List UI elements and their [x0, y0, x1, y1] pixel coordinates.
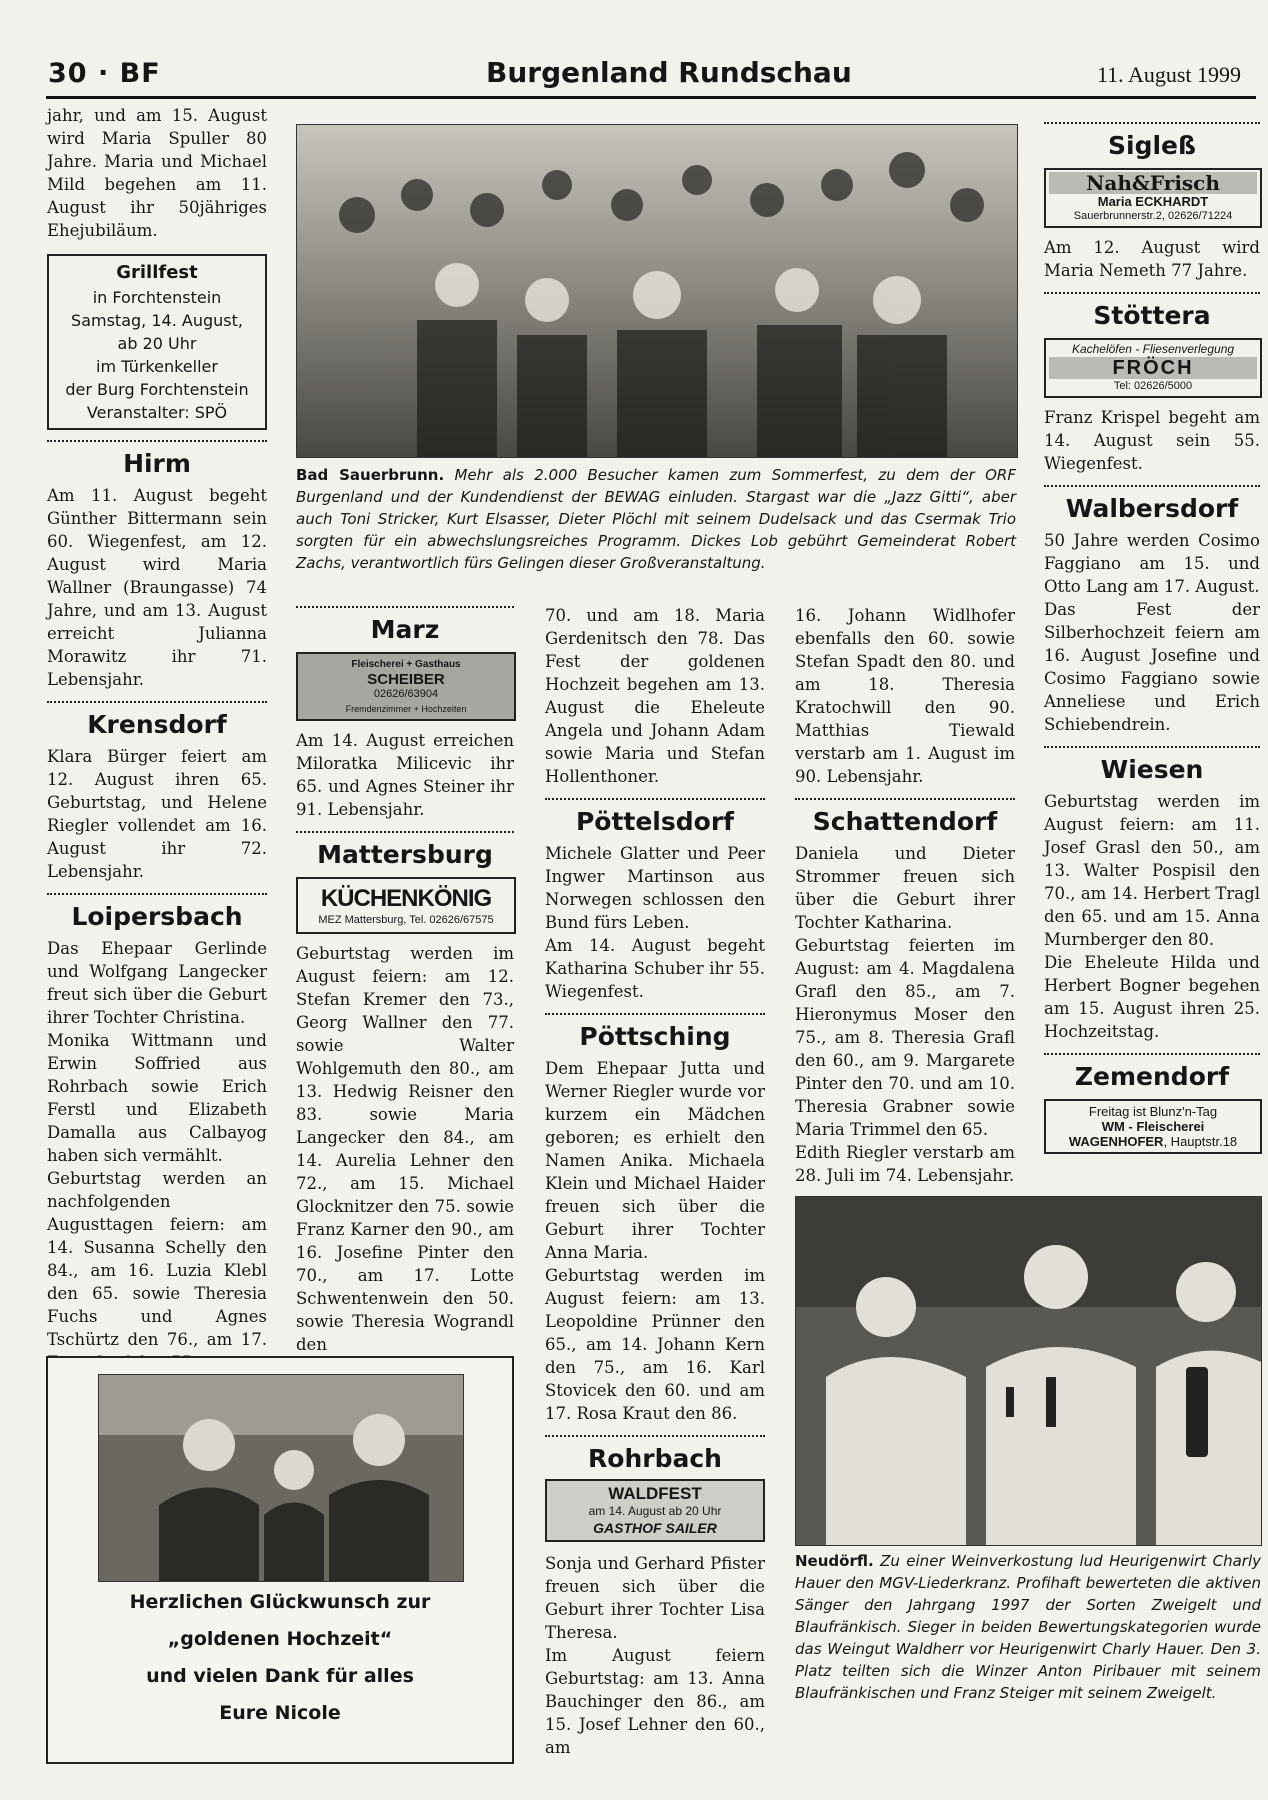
- greeting-line: und vielen Dank für alles: [146, 1665, 414, 1687]
- ad-text: MEZ Mattersburg, Tel. 02626/67575: [318, 914, 494, 926]
- dotted-divider: [545, 1013, 765, 1015]
- ad-text: Sauerbrunnerstr.2, 02626/71224: [1073, 210, 1233, 222]
- place-heading-loipersbach: Loipersbach: [71, 902, 243, 931]
- dotted-divider: [545, 798, 765, 800]
- column-4: [795, 604, 1015, 1187]
- greeting-signature: Eure Nicole: [219, 1702, 341, 1724]
- dotted-divider: [47, 893, 267, 895]
- place-heading-rohrbach: Rohrbach: [588, 1444, 722, 1473]
- place-heading-walbersdorf: Walbersdorf: [1065, 494, 1239, 523]
- dotted-divider: [1044, 485, 1260, 487]
- column-5: [1044, 122, 1260, 1162]
- header-rule: [46, 96, 1256, 99]
- greeting-line: Herzlichen Glückwunsch zur: [129, 1591, 431, 1613]
- article-schattendorf: Edith Riegler verstarb am 28. Juli im 74. Lebensjahr.: [795, 1143, 1015, 1185]
- grillfest-line: Samstag, 14. August,: [71, 311, 243, 330]
- ad-logo: KÜCHENKÖNIG: [320, 885, 492, 912]
- photo-caption-bottom: [795, 1550, 1261, 1704]
- dotted-divider: [1044, 292, 1260, 294]
- greeting-text: [48, 1584, 512, 1732]
- article-krensdorf: Klara Bürger feiert am 12. August ihren 65. Geburtstag, und Helene Riegler vollendet am 16. August ihr 72. Lebensjahr.: [47, 747, 267, 881]
- ad-address: , Hauptstr.18: [1163, 1134, 1238, 1149]
- article-poettsching: Geburtstag werden im August feiern: am 13. Leopoldine Prünner den 65., am 14. Johann Kern den 75., am 16. Karl Stovicek den 60. und am 17. Rosa Kraut den 86.: [545, 1266, 765, 1423]
- ad-logo: Nah&Frisch: [1049, 172, 1257, 194]
- ad-title: WALDFEST: [608, 1484, 702, 1503]
- ad-phone: Tel: 02626/5000: [1113, 380, 1193, 392]
- article-sigless: Am 12. August wird Maria Nemeth 77 Jahre.: [1044, 238, 1260, 280]
- page-number: 30 · BF: [48, 58, 161, 89]
- ad-nah-frisch: [1044, 168, 1262, 228]
- ad-brand: Maria ECKHARDT: [1097, 194, 1209, 209]
- ad-wagenhofer: [1044, 1099, 1262, 1154]
- article-loipersbach: Monika Wittmann und Erwin Soffried aus Rohrbach sowie Erich Ferstl und Elizabeth Damalla aus Calbayog haben sich vermählt.: [47, 1031, 267, 1165]
- ad-brand: WAGENHOFER: [1068, 1134, 1164, 1149]
- place-heading-stoettera: Stöttera: [1093, 301, 1211, 330]
- photo-weinverkostung: [795, 1196, 1262, 1546]
- greeting-ad: [46, 1356, 514, 1764]
- article-poettelsdorf: Am 14. August begeht Katharina Schuber ihr 55. Wiegenfest.: [545, 936, 765, 1001]
- ad-text: Fremdenzimmer + Hochzeiten: [345, 704, 467, 714]
- place-heading-schattendorf: Schattendorf: [812, 807, 998, 836]
- place-heading-wiesen: Wiesen: [1100, 755, 1204, 784]
- issue-date: 11. August 1999: [1097, 62, 1242, 87]
- article-loipersbach: Geburtstag werden an nachfolgenden Augusttagen feiern: am 14. Susanna Schelly den 84., am 16. Luzia Klebl den 65. sowie Theresia Fuchs und Agnes Tschürtz den 76., am 17.: [47, 1169, 267, 1349]
- place-heading-poettelsdorf: Pöttelsdorf: [575, 807, 735, 836]
- greeting-line: „goldenen Hochzeit“: [167, 1628, 393, 1650]
- article-mattersburg: Geburtstag werden im August feiern: am 12. Stefan Kremer den 73., Georg Wallner den 77. sowie Walter Wohlgemuth den 80., am 13. Hedwig Reisner den 83. sowie Maria Langecker den 84., am 14. Aurelia Lehner den 72., am 15. Michael Glocknitzer den 75. sowie Franz Karner den 90., am 16. Josefine Pinter den 70., am 17. Lotte Schwentenwein den 50. sowie Theresia Wograndl den: [296, 944, 514, 1354]
- ad-froech: [1044, 338, 1262, 398]
- dotted-divider: [47, 440, 267, 442]
- photo-sommerfest: [296, 124, 1018, 458]
- article-wiesen: Die Eheleute Hilda und Herbert Bogner begehen am 15. August ihren 25. Hochzeitstag.: [1044, 953, 1260, 1041]
- ad-text: WM - Fleischerei: [1101, 1119, 1205, 1134]
- article-hirm: Am 11. August begeht Günther Bittermann sein 60. Wiegenfest, am 12. August wird Maria Wallner (Braungasse) 74 Jahre, und am 13. August erreicht Julianna Morawitz ihr 71. Lebensjahr.: [47, 486, 267, 689]
- article-schattendorf: Daniela und Dieter Strommer freuen sich über die Geburt ihrer Tochter Katharina.: [795, 844, 1015, 932]
- wine-tasting-photo-placeholder: [796, 1197, 1261, 1545]
- ad-kuechenkoenig: [296, 877, 516, 934]
- dotted-divider: [1044, 122, 1260, 124]
- dotted-divider: [47, 701, 267, 703]
- greeting-photo: [98, 1374, 464, 1582]
- grillfest-line: im Türkenkeller: [96, 357, 218, 376]
- photo-caption-top: [296, 464, 1016, 574]
- ad-text: Freitag ist Blunz'n-Tag: [1088, 1104, 1218, 1119]
- crowd-photo-placeholder: [297, 125, 1017, 457]
- article-poettelsdorf: Michele Glatter und Peer Ingwer Martinson aus Norwegen schlossen den Bund fürs Leben.: [545, 844, 765, 932]
- ad-text: Fleischerei + Gasthaus: [351, 659, 461, 670]
- article-continuation: 16. Johann Widlhofer ebenfalls den 60. sowie Stefan Spadt den 80. und am 18. Theresia Kratochwill den 90. Matthias Tiewald verstarb am 1. August im 90. Lebensjahr.: [795, 606, 1015, 786]
- caption-text: Mehr als 2.000 Besucher kamen zum Sommerfest, zu dem der ORF Burgenland und der Kundendienst der BEWAG einluden. Stargast war die „Jazz Gitti“, aber auch Toni Stricker, Kurt Elsasser, Dieter Plöchl mit seinem Dudelsack und das Csermak Trio sorgten für ein abwechslungsreiches Programm. Dickes Lob gebührt Gemeinderat Robert Zachs, verantwortlich fürs Gelingen dieser Großveranstaltung.: [296, 466, 1016, 572]
- family-photo-placeholder: [99, 1375, 463, 1581]
- column-3: [545, 604, 765, 1759]
- dotted-divider: [296, 606, 514, 608]
- grillfest-line: in Forchtenstein: [92, 288, 222, 307]
- article-rohrbach: Sonja und Gerhard Pfister freuen sich über die Geburt ihrer Tochter Lisa Theresa.: [545, 1554, 765, 1642]
- column-1: [47, 104, 267, 1374]
- place-heading-sigless: Sigleß: [1108, 131, 1196, 160]
- article-poettsching: Dem Ehepaar Jutta und Werner Riegler wurde vor kurzem ein Mädchen geboren; es erhielt den Namen Anika. Michaela Klein und Michael Haider freuen sich über die Geburt ihrer Tochter Anna Maria.: [545, 1059, 765, 1262]
- place-heading-marz: Marz: [370, 615, 440, 644]
- caption-text: Zu einer Weinverkostung lud Heurigenwirt Charly Hauer den MGV-Liederkranz. Profihaft bewerteten die aktiven Sänger den Jahrgang 1997 der Sorten Zweigelt und Blaufränkisch. Sieger in beiden Bewertungskategorien wurde das Weingut Waldherr vor Heurigenwirt Charly Hauer. Den 3. Platz teilten sich die Winzer Anton Piribauer mit seinem Blaufränkischen und Franz Steiger mit seinem Zweigelt.: [795, 1552, 1261, 1702]
- article-schattendorf: Geburtstag feierten im August: am 4. Magdalena Grafl den 85., am 7. Hieronymus Moser den 75., am 8. Theresia Grafl den 60., am 9. Margarete Pinter den 70. und am 10. Theresia Grabner sowie Maria Trimmel den 65.: [795, 936, 1015, 1139]
- ad-brand: SCHEIBER: [367, 671, 445, 688]
- column-2: [296, 606, 514, 1356]
- caption-place: Neudörfl.: [795, 1552, 874, 1570]
- article-rohrbach: Im August feiern Geburtstag: am 13. Anna Bauchinger den 86., am 15. Josef Lehner den 60., am: [545, 1646, 765, 1757]
- ad-text: am 14. August ab 20 Uhr: [588, 1504, 722, 1518]
- ad-phone: 02626/63904: [373, 688, 439, 700]
- grillfest-title: Grillfest: [116, 262, 198, 283]
- grillfest-line: ab 20 Uhr: [117, 334, 197, 353]
- place-heading-poettsching: Pöttsching: [579, 1022, 731, 1051]
- ad-text: Kachelöfen - Fliesenverlegung: [1071, 342, 1235, 356]
- ad-brand: GASTHOF SAILER: [593, 1520, 717, 1536]
- grillfest-notice: [47, 254, 267, 430]
- grillfest-line: Veranstalter: SPÖ: [86, 403, 228, 422]
- place-heading-krensdorf: Krensdorf: [87, 710, 227, 739]
- article-continuation: jahr, und am 15. August wird Maria Spuller 80 Jahre. Maria und Michael Mild begehen am 11. August ihr 50jähriges Ehejubiläum.: [47, 106, 267, 240]
- article-stoettera: Franz Krispel begeht am 14. August sein 55. Wiegenfest.: [1044, 408, 1260, 473]
- article-walbersdorf: Das Fest der Silberhochzeit feiern am 16. August Josefine und Cosimo Faggiano sowie Anneliese und Erich Schiebendrein.: [1044, 600, 1260, 734]
- place-heading-hirm: Hirm: [123, 449, 191, 478]
- place-heading-mattersburg: Mattersburg: [317, 840, 493, 869]
- ad-waldfest: [545, 1479, 765, 1542]
- article-loipersbach: Das Ehepaar Gerlinde und Wolfgang Langecker freut sich über die Geburt ihrer Tochter Christina.: [47, 939, 267, 1027]
- article-wiesen: Geburtstag werden im August feiern: am 11. Josef Grasl den 50., am 13. Walter Pospisil den 70., am 14. Herbert Tragl den 65. und am 15. Anna Murnberger den 80.: [1044, 792, 1260, 949]
- dotted-divider: [1044, 746, 1260, 748]
- newspaper-title: Burgenland Rundschau: [486, 56, 852, 89]
- article-walbersdorf: 50 Jahre werden Cosimo Faggiano am 15. und Otto Lang am 17. August.: [1044, 531, 1260, 596]
- article-marz: Am 14. August erreichen Miloratka Milicevic ihr 65. und Agnes Steiner ihr 91. Lebensjahr.: [296, 731, 514, 819]
- grillfest-line: der Burg Forchtenstein: [65, 380, 249, 399]
- place-heading-zemendorf: Zemendorf: [1074, 1062, 1230, 1091]
- dotted-divider: [1044, 1053, 1260, 1055]
- caption-place: Bad Sauerbrunn.: [296, 466, 445, 484]
- dotted-divider: [545, 1435, 765, 1437]
- article-continuation: 70. und am 18. Maria Gerdenitsch den 78. Das Fest der goldenen Hochzeit begehen am 13. August die Eheleute Angela und Johann Adam sowie Maria und Stefan Hollenthoner.: [545, 606, 765, 786]
- ad-scheiber: [296, 652, 516, 721]
- dotted-divider: [296, 831, 514, 833]
- ad-brand: FRÖCH: [1049, 357, 1257, 379]
- dotted-divider: [795, 798, 1015, 800]
